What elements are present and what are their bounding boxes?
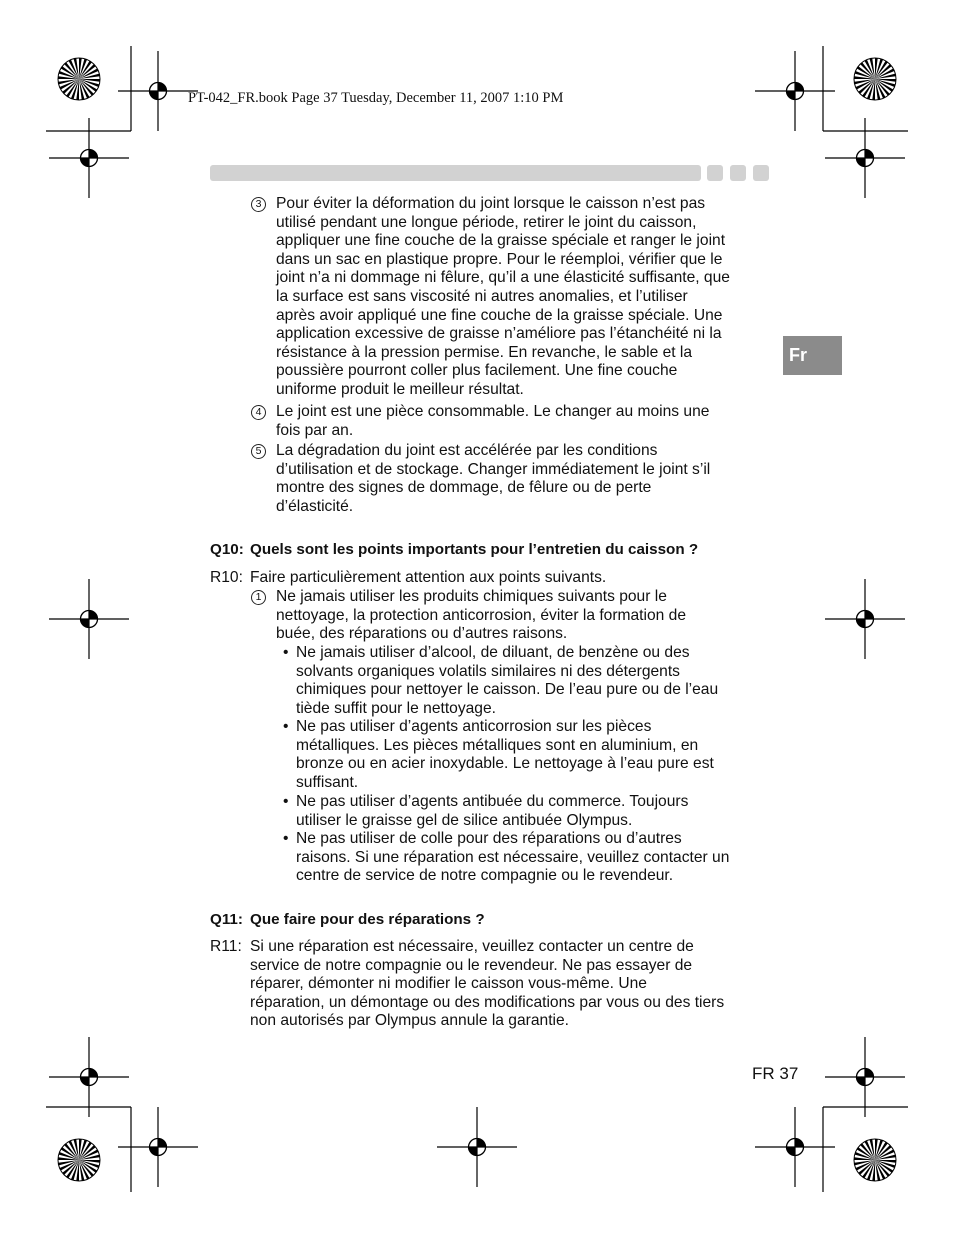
answer-text: Faire particulièrement attention aux points suivants. bbox=[250, 569, 607, 586]
registration-quadrant bbox=[89, 611, 98, 620]
item-number: 3 bbox=[251, 197, 266, 212]
text-line: nettoyage, la protection anticorrosion, éviter la formation de bbox=[276, 606, 686, 624]
registration-quadrant bbox=[158, 83, 167, 92]
text-line: réparer, démonter ni modifier le caisson vous-même. Une bbox=[250, 975, 647, 993]
text-line: d’élasticité. bbox=[276, 497, 354, 515]
text-line: d’utilisation et de stockage. Changer immédiatement le joint s’il bbox=[276, 460, 711, 478]
header-square bbox=[730, 165, 746, 181]
text-line: uniforme produit le meilleur résultat. bbox=[276, 380, 524, 398]
registration-quadrant bbox=[150, 91, 159, 100]
registration-quadrant bbox=[477, 1139, 486, 1148]
text-line: poussière pourront coller plus facilement. Une fine couche bbox=[276, 362, 678, 380]
text-line: La dégradation du joint est accélérée par les conditions bbox=[276, 442, 658, 459]
text-line: tiède suffit pour le nettoyage. bbox=[296, 699, 496, 717]
question-heading: Que faire pour des réparations ? bbox=[250, 911, 485, 928]
text-line: Ne pas utiliser d’agents anticorrosion sur les pièces bbox=[296, 718, 652, 735]
registration-quadrant bbox=[81, 619, 90, 628]
bullet-mark: • bbox=[283, 793, 289, 810]
header-bar bbox=[210, 165, 701, 181]
text-line: non autorisés par Olympus annule la garantie. bbox=[250, 1012, 569, 1030]
bullet-mark: • bbox=[283, 830, 289, 847]
language-tab bbox=[783, 336, 842, 375]
text-line: métalliques. Les pièces métalliques sont en aluminium, en bbox=[296, 736, 699, 754]
registration-quadrant bbox=[158, 1139, 167, 1148]
text-line: Ne jamais utiliser d’alcool, de diluant, de benzène ou des bbox=[296, 644, 690, 661]
text-line: après avoir appliqué une fine couche de la graisse spéciale. Une bbox=[276, 306, 723, 324]
bullet-text bbox=[296, 830, 729, 886]
item-5-text bbox=[276, 442, 710, 516]
registration-quadrant bbox=[150, 1147, 159, 1156]
text-line: bronze ou en acier inoxydable. Le nettoyage à l’eau pure est bbox=[296, 755, 714, 773]
registration-quadrant bbox=[469, 1147, 478, 1156]
text-line: la surface est sans viscosité ni autres anomalies, et l’utiliser bbox=[276, 287, 688, 305]
r11-text bbox=[250, 938, 724, 1031]
question-heading: Quels sont les points importants pour l’entretien du caisson ? bbox=[250, 541, 699, 558]
item-number: 5 bbox=[251, 444, 266, 459]
registration-quadrant bbox=[865, 150, 874, 159]
bullet-mark: • bbox=[283, 718, 289, 735]
text-line: utiliser le graisse gel de silice antibuée Olympus. bbox=[296, 811, 633, 829]
text-line: utilisé pendant une longue période, retirer le joint du caisson, bbox=[276, 213, 697, 231]
item-number: 4 bbox=[251, 405, 266, 420]
language-tab-label: Fr bbox=[789, 345, 807, 365]
text-line: montre des signes de dommage, de fêlure ou de perte bbox=[276, 479, 652, 497]
text-line: Ne pas utiliser de colle pour des réparations ou d’autres bbox=[296, 830, 682, 847]
header-square bbox=[753, 165, 769, 181]
question-label: Q10: bbox=[210, 541, 244, 558]
registration-quadrant bbox=[81, 158, 90, 167]
text-line: raisons. Si une réparation est nécessaire, veuillez contacter un bbox=[296, 848, 730, 866]
r10-item-1-text bbox=[276, 588, 686, 644]
header-square bbox=[707, 165, 723, 181]
text-line: joint n’a ni dommage ni fêlure, qu’il a une élasticité suffisante, que bbox=[276, 269, 730, 287]
text-line: Ne pas utiliser d’agents antibuée du commerce. Toujours bbox=[296, 793, 689, 810]
registration-quadrant bbox=[857, 619, 866, 628]
text-line: Le joint est une pièce consommable. Le changer au moins une bbox=[276, 403, 710, 420]
bullet-text bbox=[296, 644, 718, 718]
bullet-text bbox=[296, 793, 688, 830]
bullet-text bbox=[296, 718, 714, 792]
text-line: solvants organiques volatils similaires ni des détergents bbox=[296, 662, 680, 680]
page-number: FR 37 bbox=[752, 1064, 799, 1083]
registration-quadrant bbox=[787, 91, 796, 100]
bullet-mark: • bbox=[283, 644, 289, 661]
text-line: Ne jamais utiliser les produits chimiques suivants pour le bbox=[276, 588, 667, 605]
registration-quadrant bbox=[81, 1077, 90, 1086]
text-line: application excessive de graisse n’améliore pas l’étanchéité ni la bbox=[276, 325, 722, 343]
item-number: 1 bbox=[251, 590, 266, 605]
registration-quadrant bbox=[795, 1139, 804, 1148]
registration-quadrant bbox=[857, 158, 866, 167]
text-line: fois par an. bbox=[276, 421, 354, 439]
answer-label: R10: bbox=[210, 569, 243, 586]
registration-quadrant bbox=[857, 1077, 866, 1086]
registration-quadrant bbox=[89, 150, 98, 159]
registration-quadrant bbox=[795, 83, 804, 92]
item-3-text bbox=[276, 195, 730, 400]
registration-quadrant bbox=[89, 1069, 98, 1078]
text-line: réparation, un démontage ou des modifications par vous ou des tiers bbox=[250, 993, 725, 1011]
running-head: PT-042_FR.book Page 37 Tuesday, December 11, 2007 1:10 PM bbox=[188, 90, 564, 106]
text-line: dans un sac en plastique propre. Pour le réemploi, vérifier que le bbox=[276, 250, 723, 268]
item-4-text bbox=[276, 403, 709, 440]
text-line: service de notre compagnie ou le revendeur. Ne pas essayer de bbox=[250, 956, 693, 974]
registration-quadrant bbox=[865, 1069, 874, 1078]
text-line: Pour éviter la déformation du joint lorsque le caisson n’est pas bbox=[276, 195, 706, 212]
text-line: Si une réparation est nécessaire, veuillez contacter un centre de bbox=[250, 938, 694, 955]
registration-quadrant bbox=[787, 1147, 796, 1156]
question-label: Q11: bbox=[210, 911, 243, 928]
text-line: résistance à la pression permise. En revanche, le sable et la bbox=[276, 343, 693, 361]
answer-label: R11: bbox=[210, 938, 242, 955]
registration-quadrant bbox=[865, 611, 874, 620]
text-line: chimiques pour nettoyer le caisson. De l’eau pure ou de l’eau bbox=[296, 681, 719, 699]
text-line: centre de service de notre compagnie ou le revendeur. bbox=[296, 867, 674, 885]
text-line: buée, des réparations ou d’autres raisons. bbox=[276, 625, 568, 643]
text-line: appliquer une fine couche de la graisse spéciale et ranger le joint bbox=[276, 232, 726, 250]
text-line: suffisant. bbox=[296, 773, 359, 791]
